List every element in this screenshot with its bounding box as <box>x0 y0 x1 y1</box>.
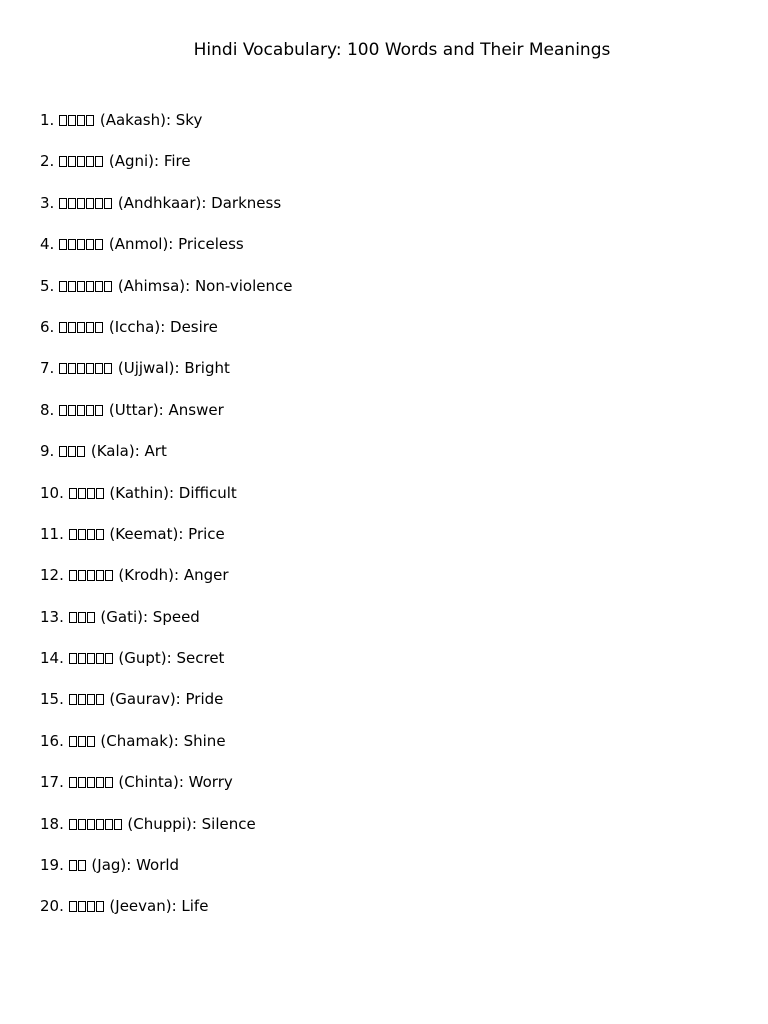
entry-number: 1. <box>40 111 55 129</box>
list-item <box>40 770 292 811</box>
missing-glyph-box <box>86 198 94 209</box>
missing-glyph-box <box>69 777 77 788</box>
missing-glyph-box <box>104 363 112 374</box>
missing-glyph-box <box>77 115 85 126</box>
hindi-word-missing-glyphs <box>59 442 86 460</box>
missing-glyph-box <box>86 405 94 416</box>
entry-translation: (Andhkaar): Darkness <box>117 193 282 212</box>
missing-glyph-box <box>96 488 104 499</box>
list-item <box>40 687 292 728</box>
hindi-word-missing-glyphs <box>59 401 104 419</box>
missing-glyph-box <box>78 694 86 705</box>
entry-translation: (Keemat): Price <box>109 524 225 543</box>
list-item <box>40 729 292 770</box>
missing-glyph-box <box>77 322 85 333</box>
entry-translation: (Gaurav): Pride <box>109 690 224 709</box>
entry-number: 15. <box>40 690 64 709</box>
missing-glyph-box <box>78 901 86 912</box>
entry-translation: (Jag): World <box>91 856 180 875</box>
missing-glyph-box <box>78 570 86 581</box>
list-item <box>40 522 292 563</box>
entry-translation: (Kala): Art <box>90 442 167 461</box>
missing-glyph-box <box>68 281 76 292</box>
entry-translation: (Uttar): Answer <box>108 400 224 419</box>
list-item <box>40 812 292 853</box>
missing-glyph-box <box>96 901 104 912</box>
entry-translation: (Krodh): Anger <box>118 566 229 585</box>
entry-translation: (Jeevan): Life <box>109 897 209 916</box>
missing-glyph-box <box>95 405 103 416</box>
entry-number: 18. <box>40 814 64 833</box>
entry-number: 4. <box>40 235 55 254</box>
missing-glyph-box <box>59 446 67 457</box>
entry-number: 16. <box>40 731 64 750</box>
entry-number: 12. <box>40 566 64 585</box>
list-item <box>40 646 292 687</box>
missing-glyph-box <box>59 281 67 292</box>
entry-number: 3. <box>40 193 55 212</box>
entry-number: 5. <box>40 276 55 295</box>
missing-glyph-box <box>87 529 95 540</box>
hindi-word-missing-glyphs <box>59 359 113 377</box>
entry-number: 10. <box>40 483 64 502</box>
hindi-word-missing-glyphs <box>59 111 95 129</box>
list-item <box>40 398 292 439</box>
missing-glyph-box <box>86 363 94 374</box>
missing-glyph-box <box>87 901 95 912</box>
missing-glyph-box <box>87 777 95 788</box>
missing-glyph-box <box>87 570 95 581</box>
missing-glyph-box <box>78 612 86 623</box>
missing-glyph-box <box>78 488 86 499</box>
list-item <box>40 149 292 190</box>
missing-glyph-box <box>68 405 76 416</box>
missing-glyph-box <box>68 239 76 250</box>
entry-number: 17. <box>40 773 64 792</box>
hindi-word-missing-glyphs <box>69 856 87 874</box>
missing-glyph-box <box>96 529 104 540</box>
entry-number: 7. <box>40 359 55 378</box>
list-item <box>40 439 292 480</box>
missing-glyph-box <box>105 653 113 664</box>
hindi-word-missing-glyphs <box>69 608 96 626</box>
missing-glyph-box <box>69 488 77 499</box>
missing-glyph-box <box>96 570 104 581</box>
missing-glyph-box <box>95 239 103 250</box>
missing-glyph-box <box>95 198 103 209</box>
missing-glyph-box <box>77 363 85 374</box>
missing-glyph-box <box>69 901 77 912</box>
missing-glyph-box <box>78 736 86 747</box>
missing-glyph-box <box>87 653 95 664</box>
hindi-word-missing-glyphs <box>59 318 104 336</box>
list-item <box>40 894 292 935</box>
hindi-word-missing-glyphs <box>69 773 114 791</box>
entry-number: 19. <box>40 856 64 875</box>
missing-glyph-box <box>59 363 67 374</box>
missing-glyph-box <box>68 156 76 167</box>
hindi-word-missing-glyphs <box>69 732 96 750</box>
missing-glyph-box <box>86 281 94 292</box>
hindi-word-missing-glyphs <box>69 566 114 584</box>
entry-number: 11. <box>40 524 64 543</box>
entry-translation: (Ujjwal): Bright <box>117 359 230 378</box>
missing-glyph-box <box>96 653 104 664</box>
missing-glyph-box <box>69 819 77 830</box>
hindi-word-missing-glyphs <box>59 235 104 253</box>
entry-number: 13. <box>40 607 64 626</box>
missing-glyph-box <box>95 156 103 167</box>
list-item <box>40 274 292 315</box>
missing-glyph-box <box>95 322 103 333</box>
missing-glyph-box <box>104 198 112 209</box>
missing-glyph-box <box>69 653 77 664</box>
list-item <box>40 605 292 646</box>
missing-glyph-box <box>95 281 103 292</box>
hindi-word-missing-glyphs <box>69 690 105 708</box>
missing-glyph-box <box>105 819 113 830</box>
missing-glyph-box <box>68 115 76 126</box>
list-item <box>40 191 292 232</box>
list-item <box>40 563 292 604</box>
entry-translation: (Iccha): Desire <box>108 317 218 336</box>
missing-glyph-box <box>59 115 67 126</box>
missing-glyph-box <box>68 198 76 209</box>
missing-glyph-box <box>59 405 67 416</box>
missing-glyph-box <box>104 281 112 292</box>
entry-number: 9. <box>40 442 55 461</box>
missing-glyph-box <box>114 819 122 830</box>
hindi-word-missing-glyphs <box>69 649 114 667</box>
entry-number: 8. <box>40 400 55 419</box>
missing-glyph-box <box>105 570 113 581</box>
missing-glyph-box <box>78 860 86 871</box>
missing-glyph-box <box>77 446 85 457</box>
missing-glyph-box <box>86 239 94 250</box>
missing-glyph-box <box>77 239 85 250</box>
list-item <box>40 356 292 397</box>
missing-glyph-box <box>69 529 77 540</box>
missing-glyph-box <box>69 570 77 581</box>
entry-translation: (Kathin): Difficult <box>109 483 237 502</box>
entry-number: 6. <box>40 317 55 336</box>
missing-glyph-box <box>69 694 77 705</box>
hindi-word-missing-glyphs <box>59 152 104 170</box>
missing-glyph-box <box>77 198 85 209</box>
entry-translation: (Gati): Speed <box>100 607 200 626</box>
list-item <box>40 108 292 149</box>
entry-translation: (Gupt): Secret <box>118 649 225 668</box>
list-item <box>40 853 292 894</box>
missing-glyph-box <box>87 694 95 705</box>
missing-glyph-box <box>69 612 77 623</box>
missing-glyph-box <box>95 363 103 374</box>
entry-translation: (Chuppi): Silence <box>127 814 256 833</box>
missing-glyph-box <box>96 819 104 830</box>
hindi-word-missing-glyphs <box>69 815 123 833</box>
missing-glyph-box <box>77 405 85 416</box>
entry-translation: (Anmol): Priceless <box>108 235 244 254</box>
missing-glyph-box <box>96 777 104 788</box>
missing-glyph-box <box>96 694 104 705</box>
entry-translation: (Chamak): Shine <box>100 731 226 750</box>
missing-glyph-box <box>78 777 86 788</box>
list-item <box>40 481 292 522</box>
missing-glyph-box <box>59 156 67 167</box>
missing-glyph-box <box>87 736 95 747</box>
missing-glyph-box <box>87 612 95 623</box>
entry-number: 14. <box>40 649 64 668</box>
missing-glyph-box <box>86 115 94 126</box>
missing-glyph-box <box>105 777 113 788</box>
missing-glyph-box <box>59 322 67 333</box>
missing-glyph-box <box>59 198 67 209</box>
entry-translation: (Chinta): Worry <box>118 773 233 792</box>
hindi-word-missing-glyphs <box>59 194 113 212</box>
document-title: Hindi Vocabulary: 100 Words and Their Meanings <box>193 40 611 60</box>
missing-glyph-box <box>86 322 94 333</box>
missing-glyph-box <box>78 819 86 830</box>
missing-glyph-box <box>87 819 95 830</box>
entry-translation: (Ahimsa): Non-violence <box>117 276 293 295</box>
hindi-word-missing-glyphs <box>69 484 105 502</box>
missing-glyph-box <box>86 156 94 167</box>
missing-glyph-box <box>87 488 95 499</box>
missing-glyph-box <box>78 653 86 664</box>
missing-glyph-box <box>78 529 86 540</box>
list-item <box>40 232 292 273</box>
missing-glyph-box <box>68 446 76 457</box>
missing-glyph-box <box>77 156 85 167</box>
hindi-word-missing-glyphs <box>59 277 113 295</box>
missing-glyph-box <box>69 736 77 747</box>
missing-glyph-box <box>68 363 76 374</box>
entry-translation: (Aakash): Sky <box>99 111 203 129</box>
vocabulary-list <box>40 108 292 936</box>
entry-number: 20. <box>40 897 64 916</box>
missing-glyph-box <box>59 239 67 250</box>
list-item <box>40 315 292 356</box>
entry-translation: (Agni): Fire <box>108 152 191 171</box>
entry-number: 2. <box>40 152 55 171</box>
missing-glyph-box <box>77 281 85 292</box>
hindi-word-missing-glyphs <box>69 525 105 543</box>
missing-glyph-box <box>68 322 76 333</box>
missing-glyph-box <box>69 860 77 871</box>
hindi-word-missing-glyphs <box>69 897 105 915</box>
